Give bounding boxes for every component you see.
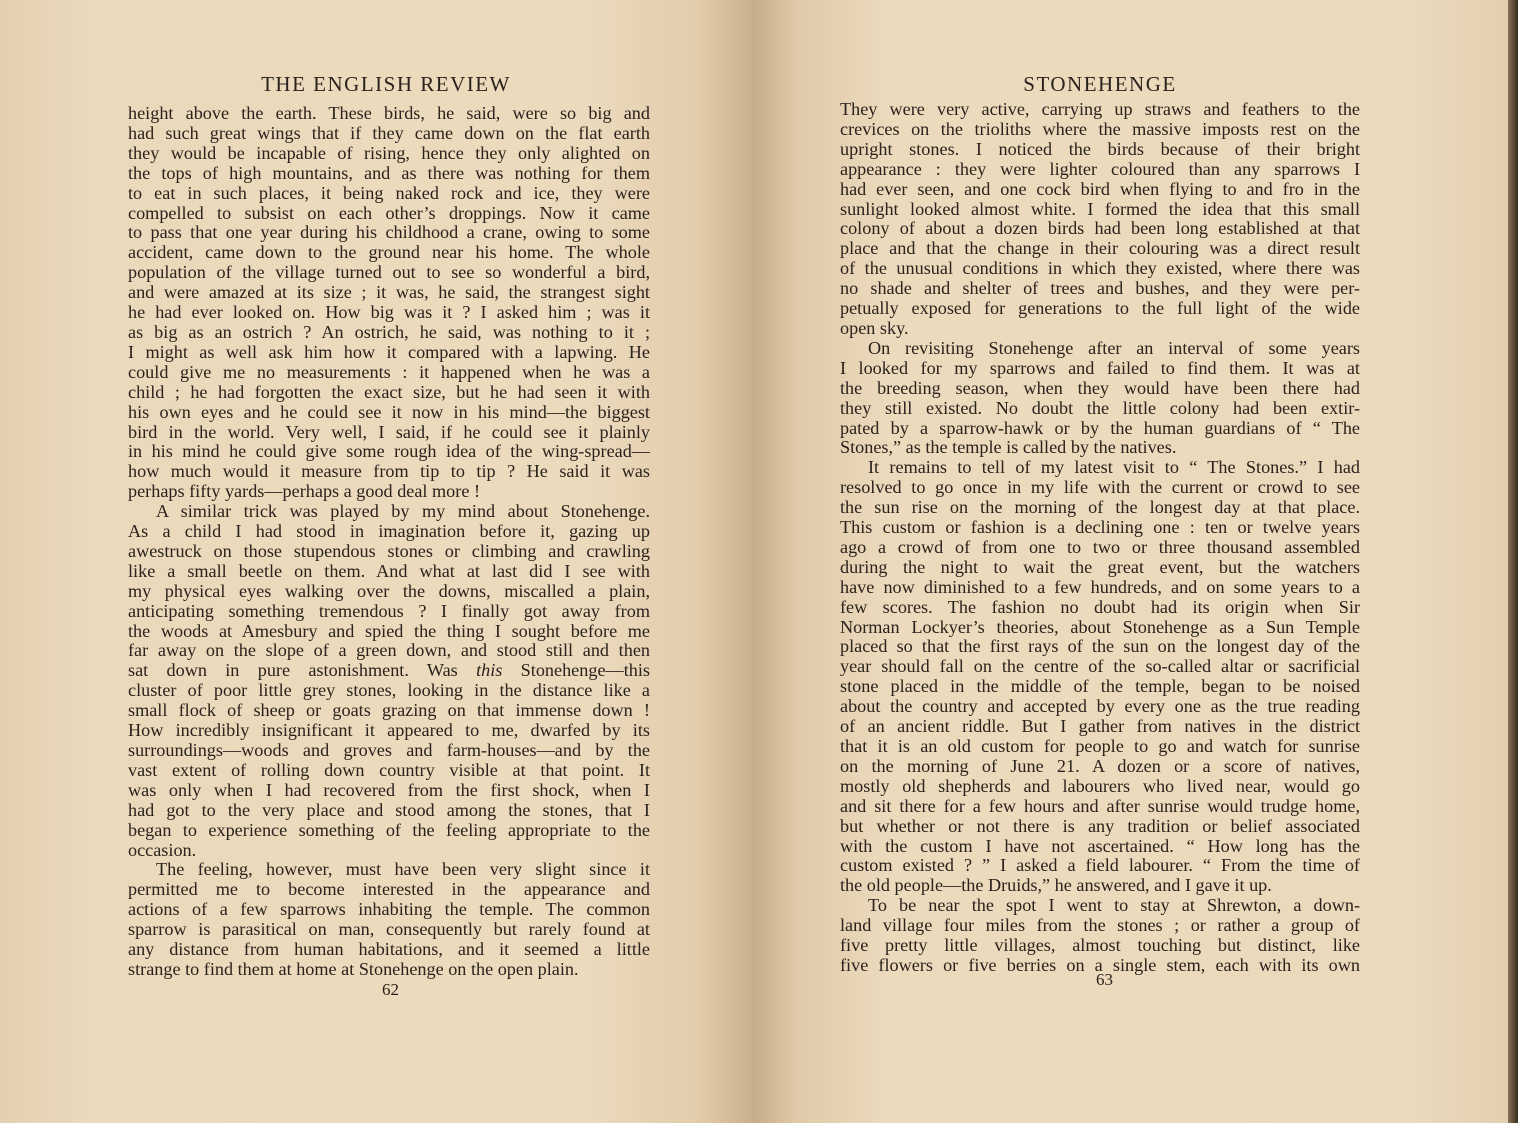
text-line: This custom or fashion is a declining one : ten or twelve years <box>840 517 1360 538</box>
text-line: A similar trick was played by my mind about Stonehenge. <box>156 501 650 522</box>
text-line: It remains to tell of my latest visit to “ The Stones.” I had <box>868 457 1360 478</box>
text-line: his own eyes and he could see it now in his mind—the biggest <box>128 401 650 422</box>
text-line: cluster of poor little grey stones, looking in the distance like a <box>128 680 650 701</box>
text-line: had such great wings that if they came down on the flat earth <box>128 122 650 143</box>
text-line: how much would it measure from tip to tip ? He said it was <box>128 461 650 482</box>
text-line: I looked for my sparrows and failed to find them. It was at <box>840 357 1360 378</box>
text-line: upright stones. I noticed the birds because of their bright <box>840 138 1360 159</box>
text-line: population of the village turned out to see so wonderful a bird, <box>128 262 650 283</box>
text-line: Norman Lockyer’s theories, about Stonehenge as a Sun Temple <box>840 616 1360 637</box>
text-line: sparrow is parasitical on man, consequently but rarely found at <box>128 919 650 940</box>
text-line: of the unusual conditions in which they existed, where there was <box>840 258 1360 279</box>
text-line: to eat in such places, it being naked rock and ice, they were <box>128 182 650 203</box>
text-line: to pass that one year during his childhood a crane, owing to some <box>128 222 650 243</box>
text-line: height above the earth. These birds, he said, were so big and <box>128 103 650 123</box>
text-line: had got to the very place and stood among the stones, that I <box>128 799 650 820</box>
text-line: the tops of high mountains, and as there was nothing for them <box>128 162 650 183</box>
text-line: land village four miles from the stones ; or rather a group of <box>840 915 1360 936</box>
text-line: actions of a few sparrows inhabiting the temple. The common <box>128 899 650 920</box>
text-line: accident, came down to the ground near his home. The whole <box>128 242 650 263</box>
text-line: like a small beetle on them. And what at last did I see with <box>128 560 650 581</box>
text-line: placed so that the first rays of the sun on the longest day of the <box>840 636 1360 657</box>
text-line: small flock of sheep or goats grazing on that immense down ! <box>128 700 650 721</box>
text-line: my physical eyes walking over the downs, miscalled a plain, <box>128 580 650 601</box>
text-line: and sit there for a few hours and after sunrise would trudge home, <box>840 795 1360 816</box>
text-line: compelled to subsist on each other’s droppings. Now it came <box>128 202 650 223</box>
page-number: 62 <box>382 980 399 999</box>
text-line: could give me no measurements : it happened when he was a <box>128 361 650 382</box>
left-page <box>0 0 752 1123</box>
text-line: on the morning of June 21. A dozen or a score of natives, <box>840 755 1360 776</box>
text-line: I might as well ask him how it compared with a lapwing. He <box>128 341 650 362</box>
text-line: year should fall on the centre of the so-called altar or sacrificial <box>840 656 1360 677</box>
text-line: occasion. <box>128 839 197 860</box>
text-line: sat down in pure astonishment. Was this Stonehenge—this <box>128 660 650 681</box>
text-line: petually exposed for generations to the full light of the wide <box>840 298 1360 319</box>
text-line: resolved to go once in my life with the current or crowd to see <box>840 477 1360 498</box>
page-body <box>128 104 650 980</box>
text-line: awestruck on those stupendous stones or climbing and crawling <box>128 540 650 561</box>
text-line: began to experience something of the feeling appropriate to the <box>128 819 650 840</box>
text-line: crevices on the trioliths where the massive imposts rest on the <box>840 118 1360 139</box>
text-line: they still existed. No doubt the little colony had been extir- <box>840 397 1360 418</box>
text-line: have now diminished to a few hundreds, and on some years to a <box>840 576 1360 597</box>
text-line: place and that the change in their colouring was a direct result <box>840 238 1360 259</box>
text-line: five pretty little villages, almost touching but distinct, like <box>840 935 1360 956</box>
text-line: As a child I had stood in imagination before it, gazing up <box>128 521 650 542</box>
page-body <box>840 100 1360 976</box>
text-line: pated by a sparrow-hawk or by the human guardians of “ The <box>840 417 1360 438</box>
page-number: 63 <box>1096 970 1113 989</box>
text-line: custom existed ? ” I asked a field labourer. “ From the time of <box>840 855 1360 876</box>
text-line: that it is an old custom for people to go and watch for sunrise <box>840 736 1360 756</box>
text-line: the woods at Amesbury and spied the thing I sought before me <box>128 620 650 641</box>
text-line: On revisiting Stonehenge after an interval of some years <box>868 337 1360 358</box>
text-line: no shade and shelter of trees and bushes, and they were per- <box>840 278 1360 299</box>
text-line: appearance : they were lighter coloured than any sparrows I <box>840 158 1360 179</box>
text-line: had ever seen, and one cock bird when flying to and fro in the <box>840 178 1360 199</box>
text-line: perhaps fifty yards—perhaps a good deal more ! <box>128 481 481 502</box>
text-line: child ; he had forgotten the exact size, but he had seen it with <box>128 381 650 402</box>
text-line: with the custom I have not ascertained. “ How long has the <box>840 835 1360 856</box>
text-line: far away on the slope of a green down, and stood still and then <box>128 640 650 661</box>
text-line: open sky. <box>840 317 909 338</box>
text-line: about the country and accepted by every one as the true reading <box>840 696 1360 717</box>
text-line: of an ancient riddle. But I gather from natives in the district <box>840 716 1360 737</box>
text-line: the old people—the Druids,” he answered, and I gave it up. <box>840 875 1272 896</box>
text-line: anticipating something tremendous ? I finally got away from <box>128 600 650 621</box>
text-line: the sun rise on the morning of the longest day at that place. <box>840 497 1360 518</box>
text-line: few scores. The fashion no doubt had its origin when Sir <box>840 596 1360 617</box>
text-line: in his mind he could give some rough idea of the wing-spread— <box>128 441 650 462</box>
text-line: strange to find them at home at Stonehenge on the open plain. <box>128 958 579 979</box>
text-line: was only when I had recovered from the first shock, when I <box>128 779 650 800</box>
text-line: he had ever looked on. How big was it ? I asked him ; was it <box>128 302 650 323</box>
text-line: colony of about a dozen birds had been long established at that <box>840 218 1360 239</box>
text-line: mostly old shepherds and labourers who lived near, would go <box>840 775 1360 796</box>
text-line: The feeling, however, must have been very slight since it <box>156 859 650 880</box>
text-line: but whether or not there is any tradition or belief associated <box>840 815 1360 836</box>
book-edge <box>1508 0 1518 1123</box>
text-line: To be near the spot I went to stay at Shrewton, a down- <box>868 895 1360 916</box>
text-line: bird in the world. Very well, I said, if he could see it plainly <box>128 421 650 442</box>
right-page <box>752 0 1508 1123</box>
running-head: THE ENGLISH REVIEW <box>261 72 511 96</box>
text-line: vast extent of rolling down country visible at that point. It <box>128 759 650 780</box>
text-line: during the night to wait the great event, but the watchers <box>840 556 1360 577</box>
text-line: How incredibly insignificant it appeared to me, dwarfed by its <box>128 720 650 741</box>
text-line: sunlight looked almost white. I formed the idea that this small <box>840 198 1360 219</box>
text-line: the breeding season, when they would have been there had <box>840 377 1360 398</box>
text-line: five flowers or five berries on a single stem, each with its own <box>840 954 1360 975</box>
text-line: ago a crowd of from one to two or three thousand assembled <box>840 536 1360 557</box>
text-line: stone placed in the middle of the temple, began to be noised <box>840 676 1360 697</box>
text-line: permitted me to become interested in the appearance and <box>128 879 650 900</box>
text-line: Stones,” as the temple is called by the natives. <box>840 437 1177 458</box>
text-line: They were very active, carrying up straws and feathers to the <box>840 99 1360 119</box>
text-line: and were amazed at its size ; it was, he said, the strangest sight <box>128 282 650 303</box>
text-line: they would be incapable of rising, hence they only alighted on <box>128 142 650 163</box>
text-line: any distance from human habitations, and it seemed a little <box>128 939 650 960</box>
text-line: surroundings—woods and groves and farm-houses—and by the <box>128 740 650 760</box>
running-head: STONEHENGE <box>1023 72 1177 96</box>
text-line: as big as an ostrich ? An ostrich, he said, was nothing to it ; <box>128 321 650 342</box>
